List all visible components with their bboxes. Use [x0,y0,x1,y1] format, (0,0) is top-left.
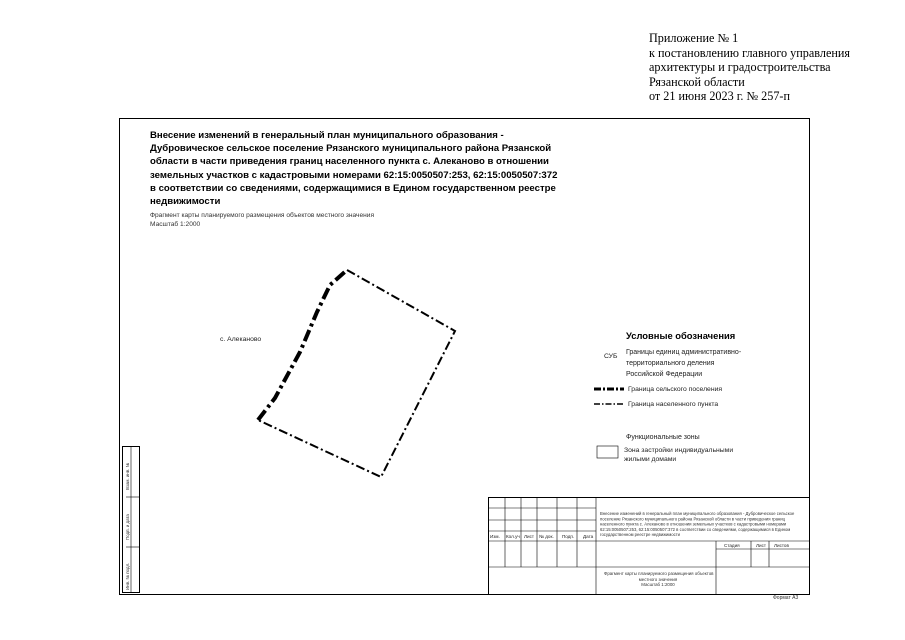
stamp-object-line: 62:15:0050507:253, 62:15:0050507:372 в соответствии со сведениями, содержащимися в Едином [600,527,791,532]
stamp-header-kol: Кол.уч [506,534,520,539]
legend-title: Условные обозначения [626,330,736,341]
title-line: недвижимости [150,196,221,208]
appendix-line: Рязанской области [649,74,745,89]
stamp-header-date: Дата [583,534,594,539]
stamp-header-list: Лист [524,534,534,539]
legend-zone-symbol [597,446,618,458]
appendix-line: к постановлению главного управления [649,45,851,60]
sheet-format-label: Формат А3 [773,595,799,601]
legend-settlement-label: Граница населенного пункта [628,401,719,408]
title-line: Внесение изменений в генеральный план муниципального образования - [150,130,504,141]
stamp-sheets-header: Листов [774,543,789,548]
legend-admin-symbol: СУБ [604,353,618,360]
title-line: земельных участков с кадастровыми номерами 62:15:0050507:253, 62:15:0050507:372 [150,169,558,181]
legend-zone-line: жилыми домами [624,456,677,463]
side-label-replace: Взам. инв. № [125,462,130,490]
legend-admin-line: территориального деления [626,360,715,367]
stamp-object-name [600,511,794,538]
legend-admin-line: Российской Федерации [626,371,703,378]
legend-admin-group [626,347,741,380]
settlement-name-label: с. Алеканово [220,336,262,343]
stamp-sheet-name [604,571,712,588]
stamp-sheet-header: Лист [756,543,766,548]
title-line: Дубровическое сельское поселение Рязанского муниципального района Рязанской [150,143,552,155]
rural-boundary-line [258,270,347,420]
side-label-sign: Подп. и дата [125,514,130,540]
map-scale-label: Масштаб 1:2000 [150,220,201,228]
title-line: в соответствии со сведениями, содержащимися в Едином государственном реестре [150,182,556,194]
legend-admin-line: Границы единиц административно- [626,349,742,356]
stamp-header-izm: Изм. [490,534,500,539]
stamp-header-sign: Подп. [562,534,575,539]
legend-zone-line: Зона застройки индивидуальными [624,447,734,454]
appendix-line: архитектуры и градостроительства [649,60,831,75]
legend-zone-individual [624,446,733,464]
appendix-line: Приложение № 1 [649,31,739,45]
stamp-object-line: поселение Рязанского муниципального района Рязанской области в части приведения границ [600,516,786,522]
stamp-sheet-line: местного значения [638,576,678,582]
stamp-object-line: Внесение изменений в генеральный план муниципального образования - Дубровическое сельское [600,511,795,516]
legend-zones-label: Функциональные зоны [626,434,700,441]
stamp-sheet-line: Масштаб 1:2000 [641,582,675,588]
legend-rural-label: Граница сельского поселения [628,386,723,393]
map-fragment-label: Фрагмент карты планируемого размещения объектов местного значения [150,212,375,219]
stamp-object-line: государственном реестре недвижимости [600,532,681,538]
stamp-sheet-line: Фрагмент карты планируемого размещения объектов [604,571,714,576]
title-line: области в части приведения границ населенного пункта с. Алеканово в отношении [150,156,549,168]
stamp-object-line: населенного пункта с. Алеканово в отношении земельных участков с кадастровыми номерами [600,521,787,527]
side-label-inv: Инв. № подл. [125,562,130,590]
appendix-line: от 21 июня 2023 г. № 257-п [649,89,791,104]
stamp-header-doc: № док. [539,534,554,539]
stamp-stage-header: Стадия [724,543,740,548]
